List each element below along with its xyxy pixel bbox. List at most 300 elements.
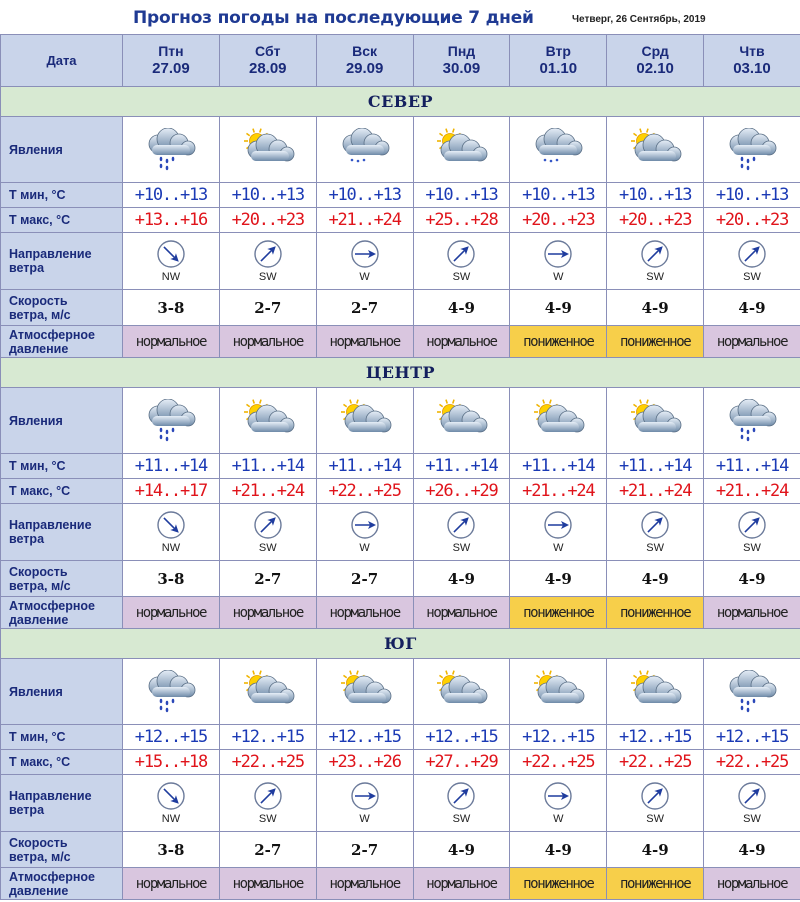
weather-cell: [123, 117, 220, 183]
day-date: 30.09: [442, 60, 481, 77]
weather-cell: [510, 117, 607, 183]
cloud-rain-icon: [141, 670, 201, 714]
pressure-label-text: Атмосферное: [9, 598, 95, 613]
day-date: 01.10: [539, 60, 578, 77]
tmax-value: +27..+29: [413, 750, 510, 775]
wind-arrow-icon: [156, 510, 186, 540]
wind-direction-value: SW: [258, 813, 277, 825]
sun-cloud-icon: [238, 128, 298, 172]
tmax-value: +21..+24: [607, 479, 704, 504]
day-date: 28.09: [248, 60, 287, 77]
pressure-value: пониженное: [510, 868, 607, 900]
tmax-label-text: Т макс, °С: [9, 755, 71, 769]
cloud-rain-icon: [141, 399, 201, 443]
tmin-value: +12..+15: [510, 725, 607, 750]
wind-speed-value: 4-9: [704, 561, 800, 597]
day-name: Чтв: [739, 43, 765, 59]
wind-arrow-icon: [350, 781, 380, 811]
pressure-label-text-2: давление: [9, 612, 69, 627]
weather-cell: [123, 659, 220, 725]
weather-cell: [123, 388, 220, 454]
wind-direction-row: [1, 233, 800, 290]
day-name: Втр: [545, 43, 571, 59]
sun-cloud-icon: [335, 399, 395, 443]
tmin-value: +11..+14: [510, 454, 607, 479]
tmin-label-text: Т мин, °С: [9, 188, 66, 202]
wind-direction-value: W: [553, 542, 564, 554]
tmax-value: +20..+23: [510, 208, 607, 233]
wind-direction-value: SW: [452, 542, 471, 554]
wind-speed-value: 2-7: [316, 290, 413, 326]
wind-direction-label: [1, 504, 123, 561]
pressure-value: нормальное: [316, 326, 413, 358]
sun-cloud-icon: [625, 128, 685, 172]
cloud-snow-icon: [335, 128, 395, 172]
pressure-value: нормальное: [704, 326, 800, 358]
tmin-value: +10..+13: [123, 183, 220, 208]
wind-cell: [413, 504, 510, 561]
page-title: Прогноз погоды на последующие 7 дней: [133, 8, 534, 28]
wind-speed-label: [1, 832, 123, 868]
wind-cell: [123, 775, 220, 832]
cloud-rain-icon: [722, 399, 782, 443]
sun-cloud-icon: [528, 399, 588, 443]
tmin-value: +12..+15: [704, 725, 800, 750]
wind-speed-value: 2-7: [219, 561, 316, 597]
wind-direction-value: SW: [452, 813, 471, 825]
tmin-label: [1, 183, 123, 208]
wind-cell: [123, 233, 220, 290]
weather-cell: [316, 117, 413, 183]
tmin-value: +11..+14: [413, 454, 510, 479]
pressure-value: нормальное: [316, 597, 413, 629]
phenomena-label: [1, 659, 123, 725]
wind-box: [414, 510, 510, 554]
wind-direction-value: SW: [646, 813, 664, 825]
pressure-value: пониженное: [607, 597, 704, 629]
wind-arrow-icon: [640, 239, 670, 269]
wind-direction-label: [1, 775, 123, 832]
wind-arrow-icon: [446, 239, 476, 269]
phenomena-row: [1, 659, 800, 725]
weather-cell: [316, 659, 413, 725]
tmax-row: [1, 208, 800, 233]
wind-cell: [510, 775, 607, 832]
sun-cloud-icon: [238, 399, 298, 443]
pressure-label-text-2: давление: [9, 341, 69, 356]
wind-cell: [607, 504, 704, 561]
wind-direction-label-text: Направление: [9, 789, 92, 803]
wind-arrow-icon: [446, 781, 476, 811]
tmin-value: +10..+13: [316, 183, 413, 208]
wind-speed-value: 2-7: [316, 561, 413, 597]
wind-direction-label-text: Направление: [9, 247, 92, 261]
wind-speed-value: 2-7: [219, 290, 316, 326]
tmin-value: +10..+13: [607, 183, 704, 208]
cloud-rain-icon: [722, 128, 782, 172]
tmax-value: +22..+25: [607, 750, 704, 775]
tmax-row: [1, 750, 800, 775]
tmin-value: +12..+15: [316, 725, 413, 750]
tmin-label: [1, 725, 123, 750]
wind-arrow-icon: [253, 781, 283, 811]
day-header: [316, 35, 413, 87]
wind-speed-label-text-2: ветра, м/с: [9, 307, 71, 322]
wind-direction-value: NW: [161, 271, 181, 283]
day-date: 27.09: [152, 60, 190, 77]
region-header-row: [1, 629, 800, 659]
tmax-value: +26..+29: [413, 479, 510, 504]
weather-cell: [413, 117, 510, 183]
pressure-value: нормальное: [123, 326, 220, 358]
day-header: [607, 35, 704, 87]
wind-box: [123, 239, 219, 283]
wind-speed-label-text-2: ветра, м/с: [9, 578, 71, 593]
phenomena-label-text: Явления: [9, 684, 63, 699]
wind-speed-row: [1, 561, 800, 597]
wind-direction-label-text-2: ветра: [9, 261, 45, 275]
wind-cell: [219, 504, 316, 561]
tmax-value: +14..+17: [123, 479, 220, 504]
wind-arrow-icon: [156, 781, 186, 811]
wind-speed-label: [1, 561, 123, 597]
days-header-row: [1, 35, 800, 87]
pressure-value: нормальное: [219, 868, 316, 900]
wind-speed-value: 4-9: [607, 561, 704, 597]
wind-speed-value: 4-9: [510, 561, 607, 597]
wind-speed-value: 4-9: [704, 290, 800, 326]
wind-speed-label-text: Скорость: [9, 293, 68, 308]
tmin-value: +10..+13: [413, 183, 510, 208]
wind-arrow-icon: [543, 239, 573, 269]
day-date: 03.10: [733, 60, 771, 77]
current-date: Четверг, 26 Сентябрь, 2019: [572, 14, 706, 25]
tmin-row: [1, 183, 800, 208]
pressure-row: [1, 597, 800, 629]
wind-cell: [316, 504, 413, 561]
pressure-label: [1, 597, 123, 629]
pressure-value: нормальное: [219, 597, 316, 629]
wind-speed-label-text: Скорость: [9, 564, 68, 579]
day-header: [510, 35, 607, 87]
wind-box: [123, 781, 219, 825]
tmax-value: +13..+16: [123, 208, 220, 233]
tmax-label-text: Т макс, °С: [9, 213, 71, 227]
day-header: [123, 35, 220, 87]
forecast-body: [1, 35, 800, 900]
pressure-value: нормальное: [123, 868, 220, 900]
wind-direction-value: W: [359, 271, 370, 283]
day-name: Птн: [158, 43, 184, 59]
weather-cell: [704, 117, 800, 183]
wind-arrow-icon: [446, 510, 476, 540]
sun-cloud-icon: [528, 670, 588, 714]
pressure-value: нормальное: [123, 597, 220, 629]
wind-arrow-icon: [156, 239, 186, 269]
wind-cell: [704, 504, 800, 561]
tmin-label-text: Т мин, °С: [9, 459, 66, 473]
day-name: Пнд: [447, 43, 476, 59]
wind-direction-label-text: Направление: [9, 518, 92, 532]
pressure-row: [1, 326, 800, 358]
wind-box: [220, 510, 316, 554]
weather-cell: [219, 117, 316, 183]
weather-cell: [413, 659, 510, 725]
tmax-value: +22..+25: [219, 750, 316, 775]
wind-cell: [219, 775, 316, 832]
day-name: Срд: [641, 43, 669, 59]
tmax-value: +20..+23: [607, 208, 704, 233]
wind-direction-label: [1, 233, 123, 290]
pressure-value: нормальное: [704, 597, 800, 629]
wind-box: [607, 239, 703, 283]
wind-box: [704, 781, 800, 825]
sun-cloud-icon: [335, 670, 395, 714]
pressure-label-text: Атмосферное: [9, 327, 95, 342]
date-label: Дата: [1, 35, 123, 87]
wind-direction-value: SW: [258, 271, 277, 283]
tmin-label-text: Т мин, °С: [9, 730, 66, 744]
wind-box: [220, 781, 316, 825]
wind-direction-value: SW: [743, 271, 761, 283]
tmin-value: +12..+15: [219, 725, 316, 750]
weather-cell: [704, 388, 800, 454]
tmax-value: +22..+25: [510, 750, 607, 775]
wind-direction-value: SW: [646, 542, 664, 554]
wind-direction-value: W: [359, 542, 370, 554]
phenomena-row: [1, 117, 800, 183]
wind-speed-value: 4-9: [413, 561, 510, 597]
region-header-row: [1, 87, 800, 117]
wind-cell: [316, 775, 413, 832]
sun-cloud-icon: [431, 399, 491, 443]
tmin-label: [1, 454, 123, 479]
tmin-value: +10..+13: [510, 183, 607, 208]
tmin-value: +11..+14: [219, 454, 316, 479]
forecast-table: [0, 34, 800, 900]
tmin-value: +12..+15: [413, 725, 510, 750]
wind-arrow-icon: [350, 510, 380, 540]
wind-cell: [413, 233, 510, 290]
wind-arrow-icon: [253, 510, 283, 540]
tmax-value: +22..+25: [704, 750, 800, 775]
wind-arrow-icon: [350, 239, 380, 269]
wind-box: [317, 781, 413, 825]
wind-box: [317, 239, 413, 283]
pressure-value: пониженное: [607, 326, 704, 358]
tmax-value: +21..+24: [316, 208, 413, 233]
top-bar: [0, 0, 800, 34]
tmin-value: +11..+14: [607, 454, 704, 479]
wind-direction-row: [1, 775, 800, 832]
wind-cell: [219, 233, 316, 290]
tmax-label-text: Т макс, °С: [9, 484, 71, 498]
sun-cloud-icon: [431, 670, 491, 714]
pressure-value: пониженное: [510, 597, 607, 629]
wind-box: [414, 239, 510, 283]
pressure-value: нормальное: [413, 326, 510, 358]
wind-direction-label-text-2: ветра: [9, 532, 45, 546]
wind-box: [414, 781, 510, 825]
phenomena-row: [1, 388, 800, 454]
wind-speed-value: 3-8: [123, 561, 220, 597]
region-name: ЮГ: [1, 629, 800, 659]
tmax-label: [1, 750, 123, 775]
wind-speed-value: 4-9: [607, 290, 704, 326]
wind-arrow-icon: [737, 239, 767, 269]
day-header: [704, 35, 800, 87]
pressure-value: нормальное: [413, 868, 510, 900]
wind-speed-value: 4-9: [510, 832, 607, 868]
sun-cloud-icon: [625, 399, 685, 443]
wind-cell: [607, 233, 704, 290]
weather-cell: [607, 117, 704, 183]
sun-cloud-icon: [238, 670, 298, 714]
wind-direction-row: [1, 504, 800, 561]
wind-speed-row: [1, 832, 800, 868]
sun-cloud-icon: [431, 128, 491, 172]
wind-speed-value: 4-9: [704, 832, 800, 868]
wind-direction-value: W: [359, 813, 370, 825]
wind-box: [607, 781, 703, 825]
wind-direction-value: SW: [743, 813, 761, 825]
sun-cloud-icon: [625, 670, 685, 714]
wind-cell: [123, 504, 220, 561]
wind-box: [123, 510, 219, 554]
weather-cell: [510, 659, 607, 725]
phenomena-label-text: Явления: [9, 142, 63, 157]
phenomena-label: [1, 388, 123, 454]
wind-speed-value: 3-8: [123, 832, 220, 868]
pressure-value: нормальное: [316, 868, 413, 900]
tmax-value: +15..+18: [123, 750, 220, 775]
tmin-value: +10..+13: [704, 183, 800, 208]
weather-cell: [510, 388, 607, 454]
pressure-value: пониженное: [510, 326, 607, 358]
day-header: [219, 35, 316, 87]
tmin-value: +10..+13: [219, 183, 316, 208]
day-date: 29.09: [345, 60, 384, 77]
pressure-value: пониженное: [607, 868, 704, 900]
tmax-value: +25..+28: [413, 208, 510, 233]
wind-arrow-icon: [640, 510, 670, 540]
tmax-value: +20..+23: [219, 208, 316, 233]
weather-cell: [219, 659, 316, 725]
wind-speed-value: 4-9: [413, 290, 510, 326]
wind-box: [704, 510, 800, 554]
weather-cell: [413, 388, 510, 454]
tmin-value: +11..+14: [704, 454, 800, 479]
pressure-value: нормальное: [413, 597, 510, 629]
wind-arrow-icon: [543, 781, 573, 811]
tmax-label: [1, 208, 123, 233]
weather-cell: [704, 659, 800, 725]
tmin-value: +11..+14: [123, 454, 220, 479]
wind-direction-value: W: [553, 813, 564, 825]
pressure-value: нормальное: [704, 868, 800, 900]
day-date: 02.10: [636, 60, 674, 77]
cloud-snow-icon: [528, 128, 588, 172]
wind-speed-value: 2-7: [219, 832, 316, 868]
tmax-value: +20..+23: [704, 208, 800, 233]
cloud-rain-icon: [141, 128, 201, 172]
wind-direction-value: SW: [646, 271, 664, 283]
tmin-row: [1, 454, 800, 479]
wind-cell: [510, 233, 607, 290]
tmax-value: +21..+24: [704, 479, 800, 504]
wind-cell: [316, 233, 413, 290]
wind-speed-label-text-2: ветра, м/с: [9, 849, 71, 864]
wind-direction-value: SW: [743, 542, 761, 554]
wind-box: [510, 239, 606, 283]
phenomena-label: [1, 117, 123, 183]
wind-direction-value: SW: [452, 271, 471, 283]
tmax-value: +22..+25: [316, 479, 413, 504]
wind-box: [510, 510, 606, 554]
wind-direction-value: W: [553, 271, 564, 283]
wind-box: [510, 781, 606, 825]
wind-speed-label: [1, 290, 123, 326]
tmax-label: [1, 479, 123, 504]
pressure-value: нормальное: [219, 326, 316, 358]
phenomena-label-text: Явления: [9, 413, 63, 428]
pressure-label-text-2: давление: [9, 883, 69, 898]
day-header: [413, 35, 510, 87]
wind-cell: [413, 775, 510, 832]
pressure-label: [1, 868, 123, 900]
tmin-row: [1, 725, 800, 750]
weather-cell: [607, 388, 704, 454]
tmax-value: +21..+24: [510, 479, 607, 504]
wind-arrow-icon: [737, 781, 767, 811]
wind-direction-value: SW: [258, 542, 277, 554]
region-name: СЕВЕР: [1, 87, 800, 117]
region-name: ЦЕНТР: [1, 358, 800, 388]
tmin-value: +12..+15: [607, 725, 704, 750]
pressure-row: [1, 868, 800, 900]
tmax-row: [1, 479, 800, 504]
wind-direction-value: NW: [161, 542, 181, 554]
weather-cell: [607, 659, 704, 725]
wind-speed-value: 4-9: [607, 832, 704, 868]
wind-cell: [704, 775, 800, 832]
tmin-value: +11..+14: [316, 454, 413, 479]
weather-cell: [219, 388, 316, 454]
wind-arrow-icon: [253, 239, 283, 269]
wind-speed-row: [1, 290, 800, 326]
pressure-label-text: Атмосферное: [9, 869, 95, 884]
wind-arrow-icon: [737, 510, 767, 540]
weather-cell: [316, 388, 413, 454]
wind-speed-label-text: Скорость: [9, 835, 68, 850]
day-name: Вск: [352, 43, 378, 59]
wind-arrow-icon: [543, 510, 573, 540]
wind-direction-value: NW: [161, 813, 181, 825]
tmin-value: +12..+15: [123, 725, 220, 750]
wind-box: [220, 239, 316, 283]
wind-speed-value: 3-8: [123, 290, 220, 326]
wind-cell: [510, 504, 607, 561]
wind-cell: [607, 775, 704, 832]
wind-box: [704, 239, 800, 283]
day-name: Сбт: [255, 43, 281, 59]
wind-box: [317, 510, 413, 554]
pressure-label: [1, 326, 123, 358]
wind-box: [607, 510, 703, 554]
region-header-row: [1, 358, 800, 388]
cloud-rain-icon: [722, 670, 782, 714]
wind-arrow-icon: [640, 781, 670, 811]
